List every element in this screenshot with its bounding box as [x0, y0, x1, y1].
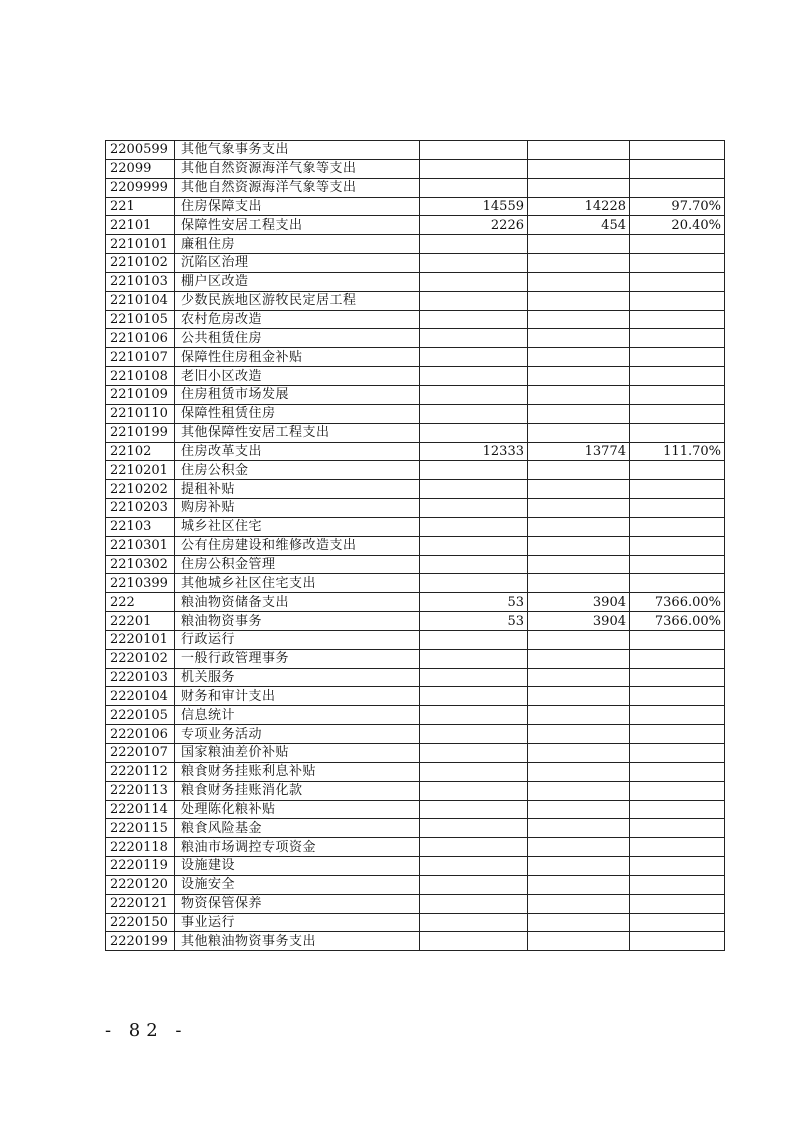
cell-ratio	[630, 894, 725, 913]
cell-code: 2210104	[106, 291, 175, 310]
cell-budget	[420, 932, 528, 951]
cell-budget	[420, 762, 528, 781]
cell-actual	[528, 291, 630, 310]
table-row	[106, 612, 725, 631]
cell-name: 粮食风险基金	[175, 819, 420, 838]
cell-code: 2210302	[106, 555, 175, 574]
cell-actual	[528, 385, 630, 404]
cell-name: 行政运行	[175, 630, 420, 649]
cell-ratio	[630, 235, 725, 254]
table-row	[106, 819, 725, 838]
cell-code: 2220199	[106, 932, 175, 951]
cell-name: 保障性住房租金补贴	[175, 348, 420, 367]
cell-budget	[420, 159, 528, 178]
cell-name: 其他气象事务支出	[175, 141, 420, 160]
cell-budget	[420, 178, 528, 197]
cell-name: 物资保管保养	[175, 894, 420, 913]
table-row	[106, 687, 725, 706]
cell-code: 22201	[106, 612, 175, 631]
cell-actual	[528, 668, 630, 687]
cell-budget	[420, 706, 528, 725]
cell-name: 住房公积金	[175, 461, 420, 480]
cell-name: 机关服务	[175, 668, 420, 687]
cell-actual	[528, 536, 630, 555]
cell-name: 廉租住房	[175, 235, 420, 254]
cell-name: 沉陷区治理	[175, 254, 420, 273]
cell-budget	[420, 461, 528, 480]
cell-code: 2220112	[106, 762, 175, 781]
table-row	[106, 800, 725, 819]
cell-ratio	[630, 762, 725, 781]
cell-budget	[420, 367, 528, 386]
cell-code: 2210203	[106, 499, 175, 518]
cell-ratio	[630, 348, 725, 367]
cell-ratio	[630, 480, 725, 499]
table-row	[106, 744, 725, 763]
cell-code: 2209999	[106, 178, 175, 197]
cell-actual	[528, 310, 630, 329]
cell-code: 2220120	[106, 875, 175, 894]
cell-budget	[420, 310, 528, 329]
cell-ratio	[630, 178, 725, 197]
table-row	[106, 875, 725, 894]
cell-code: 2220102	[106, 649, 175, 668]
cell-budget	[420, 800, 528, 819]
cell-name: 其他粮油物资事务支出	[175, 932, 420, 951]
cell-ratio	[630, 857, 725, 876]
cell-actual	[528, 649, 630, 668]
cell-actual	[528, 857, 630, 876]
cell-code: 2220113	[106, 781, 175, 800]
cell-code: 2210106	[106, 329, 175, 348]
table-row	[106, 838, 725, 857]
cell-code: 2220106	[106, 725, 175, 744]
cell-actual	[528, 762, 630, 781]
cell-actual	[528, 480, 630, 499]
cell-budget	[420, 329, 528, 348]
cell-ratio	[630, 536, 725, 555]
cell-actual	[528, 819, 630, 838]
cell-code: 2210399	[106, 574, 175, 593]
cell-actual	[528, 178, 630, 197]
cell-actual	[528, 574, 630, 593]
table-row	[106, 367, 725, 386]
cell-actual: 3904	[528, 593, 630, 612]
cell-budget	[420, 857, 528, 876]
cell-code: 2210202	[106, 480, 175, 499]
cell-ratio	[630, 310, 725, 329]
cell-budget	[420, 781, 528, 800]
cell-budget: 12333	[420, 442, 528, 461]
cell-budget	[420, 517, 528, 536]
cell-name: 一般行政管理事务	[175, 649, 420, 668]
cell-actual	[528, 555, 630, 574]
table-row	[106, 291, 725, 310]
cell-name: 处理陈化粮补贴	[175, 800, 420, 819]
cell-budget	[420, 630, 528, 649]
table-row	[106, 536, 725, 555]
cell-actual	[528, 725, 630, 744]
cell-budget: 2226	[420, 216, 528, 235]
cell-budget	[420, 838, 528, 857]
cell-code: 22102	[106, 442, 175, 461]
table-row	[106, 593, 725, 612]
cell-ratio	[630, 875, 725, 894]
cell-name: 设施建设	[175, 857, 420, 876]
table-row	[106, 235, 725, 254]
table-row	[106, 781, 725, 800]
cell-code: 2220107	[106, 744, 175, 763]
cell-name: 老旧小区改造	[175, 367, 420, 386]
cell-code: 2220105	[106, 706, 175, 725]
table-body	[106, 141, 725, 951]
cell-ratio	[630, 781, 725, 800]
cell-code: 22099	[106, 159, 175, 178]
cell-ratio: 7366.00%	[630, 593, 725, 612]
cell-actual	[528, 272, 630, 291]
cell-name: 粮食财务挂账利息补贴	[175, 762, 420, 781]
cell-code: 2220104	[106, 687, 175, 706]
cell-name: 事业运行	[175, 913, 420, 932]
cell-name: 其他自然资源海洋气象等支出	[175, 159, 420, 178]
cell-actual	[528, 875, 630, 894]
cell-name: 农村危房改造	[175, 310, 420, 329]
table-row	[106, 932, 725, 951]
cell-code: 2220114	[106, 800, 175, 819]
cell-name: 设施安全	[175, 875, 420, 894]
cell-ratio	[630, 404, 725, 423]
cell-budget	[420, 649, 528, 668]
cell-code: 22103	[106, 517, 175, 536]
cell-actual	[528, 404, 630, 423]
cell-ratio	[630, 499, 725, 518]
cell-budget	[420, 480, 528, 499]
table-row	[106, 649, 725, 668]
cell-name: 财务和审计支出	[175, 687, 420, 706]
cell-actual	[528, 348, 630, 367]
cell-ratio	[630, 574, 725, 593]
cell-budget	[420, 291, 528, 310]
table-row	[106, 574, 725, 593]
cell-ratio	[630, 668, 725, 687]
cell-ratio	[630, 744, 725, 763]
cell-budget	[420, 668, 528, 687]
cell-ratio	[630, 329, 725, 348]
cell-budget	[420, 235, 528, 254]
cell-code: 2210101	[106, 235, 175, 254]
cell-ratio	[630, 159, 725, 178]
page-number: - 82 -	[105, 1020, 188, 1041]
cell-code: 22101	[106, 216, 175, 235]
table-row	[106, 461, 725, 480]
table-row	[106, 630, 725, 649]
cell-budget	[420, 499, 528, 518]
cell-ratio	[630, 725, 725, 744]
table-row	[106, 913, 725, 932]
table-row	[106, 668, 725, 687]
cell-name: 公共租赁住房	[175, 329, 420, 348]
cell-code: 2210110	[106, 404, 175, 423]
table-row	[106, 442, 725, 461]
cell-code: 2220103	[106, 668, 175, 687]
cell-actual	[528, 744, 630, 763]
cell-budget	[420, 555, 528, 574]
table-row	[106, 517, 725, 536]
cell-code: 2210108	[106, 367, 175, 386]
cell-ratio	[630, 385, 725, 404]
cell-actual	[528, 838, 630, 857]
cell-code: 2210103	[106, 272, 175, 291]
cell-ratio	[630, 291, 725, 310]
cell-ratio	[630, 630, 725, 649]
cell-name: 住房改革支出	[175, 442, 420, 461]
cell-budget	[420, 254, 528, 273]
cell-ratio	[630, 517, 725, 536]
cell-ratio	[630, 800, 725, 819]
cell-budget	[420, 536, 528, 555]
cell-actual	[528, 932, 630, 951]
cell-actual	[528, 367, 630, 386]
cell-budget: 14559	[420, 197, 528, 216]
cell-code: 2220115	[106, 819, 175, 838]
cell-code: 2220150	[106, 913, 175, 932]
cell-name: 其他自然资源海洋气象等支出	[175, 178, 420, 197]
cell-name: 棚户区改造	[175, 272, 420, 291]
cell-actual	[528, 706, 630, 725]
table-row	[106, 499, 725, 518]
cell-name: 住房保障支出	[175, 197, 420, 216]
cell-budget	[420, 348, 528, 367]
cell-budget	[420, 894, 528, 913]
table-row	[106, 348, 725, 367]
cell-ratio: 111.70%	[630, 442, 725, 461]
cell-actual	[528, 517, 630, 536]
table-row	[106, 329, 725, 348]
table-row	[106, 310, 725, 329]
cell-actual	[528, 913, 630, 932]
table-row	[106, 272, 725, 291]
cell-code: 2210301	[106, 536, 175, 555]
cell-code: 222	[106, 593, 175, 612]
table-row	[106, 254, 725, 273]
table-row	[106, 555, 725, 574]
cell-actual	[528, 423, 630, 442]
cell-name: 信息统计	[175, 706, 420, 725]
cell-actual: 454	[528, 216, 630, 235]
cell-code: 2200599	[106, 141, 175, 160]
cell-ratio	[630, 838, 725, 857]
cell-name: 保障性租赁住房	[175, 404, 420, 423]
cell-budget: 53	[420, 612, 528, 631]
cell-actual: 13774	[528, 442, 630, 461]
cell-name: 其他城乡社区住宅支出	[175, 574, 420, 593]
cell-budget	[420, 385, 528, 404]
cell-name: 住房租赁市场发展	[175, 385, 420, 404]
cell-code: 2210102	[106, 254, 175, 273]
cell-code: 221	[106, 197, 175, 216]
cell-name: 其他保障性安居工程支出	[175, 423, 420, 442]
cell-actual	[528, 894, 630, 913]
cell-code: 2220118	[106, 838, 175, 857]
cell-actual	[528, 329, 630, 348]
cell-ratio	[630, 913, 725, 932]
cell-name: 提租补贴	[175, 480, 420, 499]
cell-budget	[420, 875, 528, 894]
cell-budget	[420, 744, 528, 763]
cell-actual	[528, 141, 630, 160]
cell-ratio: 7366.00%	[630, 612, 725, 631]
cell-code: 2220119	[106, 857, 175, 876]
cell-name: 公有住房建设和维修改造支出	[175, 536, 420, 555]
cell-code: 2210107	[106, 348, 175, 367]
cell-actual	[528, 687, 630, 706]
cell-budget	[420, 423, 528, 442]
cell-name: 国家粮油差价补贴	[175, 744, 420, 763]
cell-name: 购房补贴	[175, 499, 420, 518]
cell-ratio	[630, 649, 725, 668]
cell-ratio	[630, 423, 725, 442]
cell-actual	[528, 781, 630, 800]
cell-budget	[420, 913, 528, 932]
cell-budget	[420, 725, 528, 744]
cell-budget: 53	[420, 593, 528, 612]
cell-actual	[528, 159, 630, 178]
cell-ratio	[630, 687, 725, 706]
cell-ratio	[630, 819, 725, 838]
cell-name: 少数民族地区游牧民定居工程	[175, 291, 420, 310]
table-row	[106, 141, 725, 160]
cell-name: 粮食财务挂账消化款	[175, 781, 420, 800]
budget-table	[105, 140, 725, 951]
cell-ratio	[630, 367, 725, 386]
cell-budget	[420, 272, 528, 291]
table-row	[106, 725, 725, 744]
cell-ratio	[630, 932, 725, 951]
table-row	[106, 480, 725, 499]
cell-name: 住房公积金管理	[175, 555, 420, 574]
cell-budget	[420, 687, 528, 706]
cell-actual	[528, 800, 630, 819]
table-row	[106, 159, 725, 178]
cell-budget	[420, 404, 528, 423]
cell-actual	[528, 499, 630, 518]
cell-actual	[528, 254, 630, 273]
table-row	[106, 216, 725, 235]
cell-name: 专项业务活动	[175, 725, 420, 744]
cell-budget	[420, 819, 528, 838]
cell-code: 2210201	[106, 461, 175, 480]
cell-ratio: 97.70%	[630, 197, 725, 216]
cell-actual	[528, 461, 630, 480]
cell-name: 粮油物资储备支出	[175, 593, 420, 612]
cell-code: 2210109	[106, 385, 175, 404]
cell-ratio	[630, 555, 725, 574]
cell-name: 保障性安居工程支出	[175, 216, 420, 235]
cell-actual: 3904	[528, 612, 630, 631]
table-row	[106, 706, 725, 725]
cell-ratio	[630, 461, 725, 480]
table-row	[106, 385, 725, 404]
table-row	[106, 178, 725, 197]
cell-ratio	[630, 706, 725, 725]
cell-ratio	[630, 141, 725, 160]
cell-budget	[420, 141, 528, 160]
cell-ratio: 20.40%	[630, 216, 725, 235]
cell-code: 2220121	[106, 894, 175, 913]
table-row	[106, 197, 725, 216]
cell-ratio	[630, 254, 725, 273]
table-row	[106, 762, 725, 781]
cell-ratio	[630, 272, 725, 291]
cell-code: 2220101	[106, 630, 175, 649]
cell-actual	[528, 630, 630, 649]
cell-name: 粮油市场调控专项资金	[175, 838, 420, 857]
table-row	[106, 423, 725, 442]
cell-actual	[528, 235, 630, 254]
table-row	[106, 894, 725, 913]
table-row	[106, 404, 725, 423]
cell-actual: 14228	[528, 197, 630, 216]
cell-code: 2210199	[106, 423, 175, 442]
cell-code: 2210105	[106, 310, 175, 329]
cell-name: 粮油物资事务	[175, 612, 420, 631]
table-row	[106, 857, 725, 876]
cell-name: 城乡社区住宅	[175, 517, 420, 536]
cell-budget	[420, 574, 528, 593]
